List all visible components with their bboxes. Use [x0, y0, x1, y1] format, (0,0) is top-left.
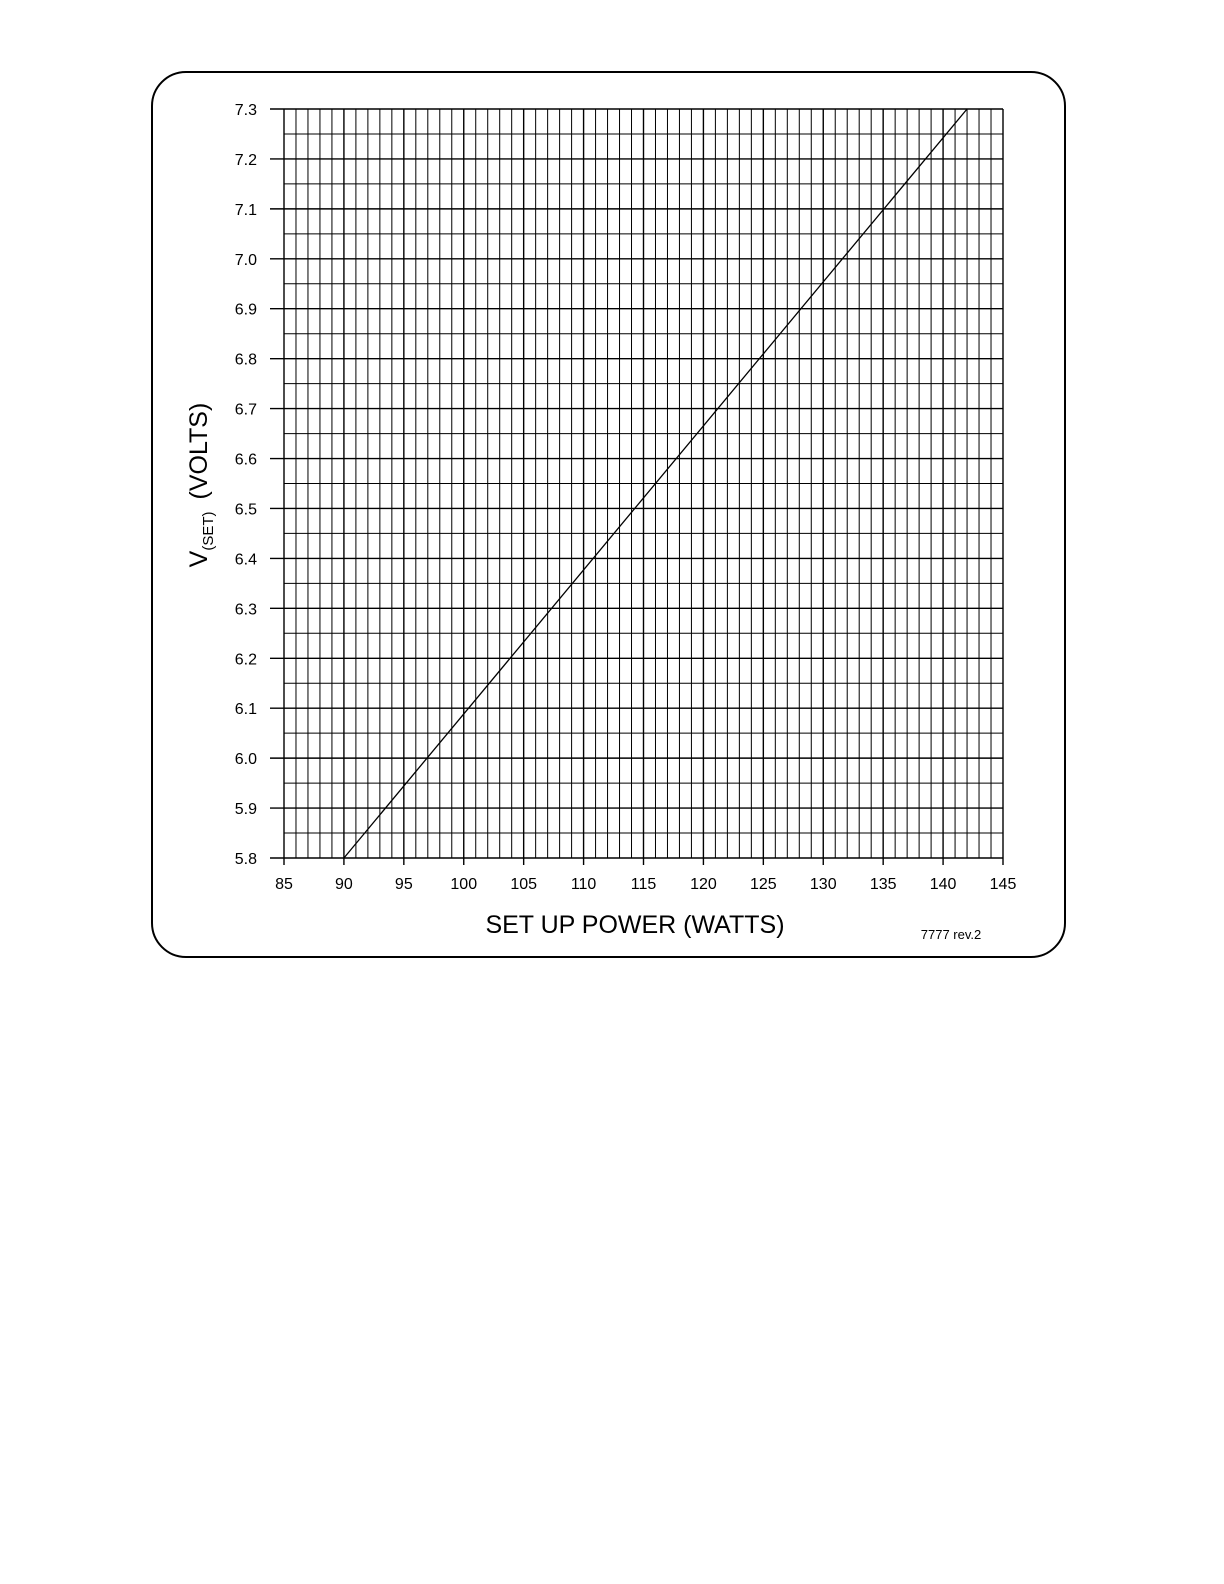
chart-frame	[152, 72, 1065, 957]
y-tick-label: 7.2	[234, 151, 257, 169]
y-tick-label: 6.7	[234, 401, 257, 419]
y-tick-label: 5.9	[234, 801, 257, 819]
y-tick-label: 6.4	[234, 551, 257, 569]
y-tick-label: 6.3	[234, 601, 257, 619]
y-tick-label: 6.1	[234, 701, 257, 719]
y-tick-label: 7.0	[234, 251, 257, 269]
x-tick-label: 140	[929, 876, 957, 893]
y-tick-label: 6.9	[234, 301, 257, 319]
y-tick-label: 6.2	[234, 651, 257, 669]
y-tick-label: 6.8	[234, 351, 257, 369]
x-tick-label: 120	[690, 876, 717, 893]
x-tick-label: 125	[749, 876, 777, 893]
y-tick-label: 7.1	[234, 201, 257, 219]
x-tick-label: 85	[275, 876, 293, 893]
y-axis-label-main: V	[185, 550, 213, 568]
y-tick-label: 6.5	[234, 501, 257, 519]
x-tick-label: 135	[869, 876, 897, 893]
y-tick-label: 6.6	[234, 451, 257, 469]
document-code: 7777 rev.2	[920, 927, 982, 942]
x-axis-label: SET UP POWER (WATTS)	[485, 911, 785, 939]
y-axis-label-subscript: (SET)	[200, 511, 217, 551]
y-axis-label-unit: (VOLTS)	[185, 402, 213, 500]
y-tick-label: 5.8	[234, 851, 257, 868]
y-tick-label: 7.3	[234, 102, 257, 119]
x-tick-label: 115	[630, 876, 657, 893]
x-tick-label: 100	[450, 876, 478, 893]
x-tick-label: 145	[989, 876, 1017, 893]
x-tick-label: 90	[335, 876, 353, 893]
x-tick-label: 105	[510, 876, 538, 893]
x-tick-label: 95	[394, 876, 413, 893]
x-tick-label: 110	[570, 876, 597, 893]
x-tick-label: 130	[809, 876, 837, 893]
y-tick-label: 6.0	[234, 751, 257, 769]
